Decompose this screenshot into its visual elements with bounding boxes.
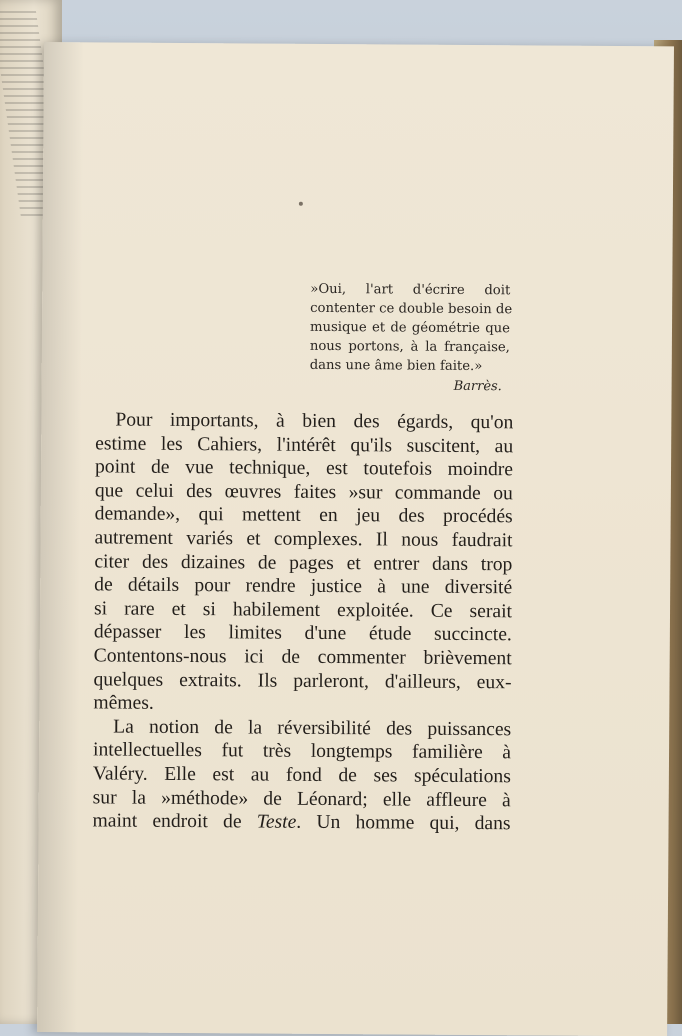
epigraph-author: Barrès.: [453, 378, 502, 395]
paragraph-text: maint endroit de: [92, 810, 242, 833]
epigraph-line: musique et de géométrie que: [309, 319, 511, 337]
paragraph-line: point de vue technique, est toutefois moindre: [94, 456, 514, 481]
epigraph-quote: [310, 280, 511, 376]
epigraph-line: nous portons, à la française,: [309, 338, 510, 356]
paragraph-line: sur la »méthode» de Léonard; elle affleure à: [92, 786, 511, 811]
paragraph-line: que celui des œuvres faites »sur commande ou: [94, 480, 513, 505]
paragraph-line: Valéry. Elle est au fond de ses spéculations: [92, 763, 511, 788]
paragraph-line: [92, 809, 510, 836]
paragraph-line: mêmes.: [93, 692, 154, 714]
paragraph-line: quelques extraits. Ils parleront, d'ailleurs, eux-: [93, 668, 512, 693]
paragraph-line: citer des dizaines de pages et entrer dans trop: [94, 550, 513, 575]
paragraph-line: autrement variés et complexes. Il nous faudrait: [94, 527, 513, 552]
book-page: [37, 42, 674, 1036]
page-speck: [299, 202, 303, 206]
body-text: [92, 408, 513, 836]
work-title-teste: Teste: [256, 811, 297, 833]
paragraph-text: . Un homme qui, dans: [296, 811, 511, 835]
paragraph-line: La notion de la réversibilité des puissances: [113, 716, 512, 740]
paragraph-line: de détails pour rendre justice à une diversité: [94, 574, 513, 599]
paragraph-line: intellectuelles fut très longtemps familière à: [92, 739, 512, 764]
epigraph-line: »Oui, l'art d'écrire doit: [310, 281, 511, 299]
paragraph-line: estime les Cahiers, l'intérêt qu'ils suscitent, au: [95, 432, 514, 457]
paragraph-line: Contentons-nous ici de commenter brièvement: [93, 645, 512, 670]
epigraph-line: contenter ce double besoin de: [310, 300, 513, 318]
epigraph-line: dans une âme bien faite.»: [309, 357, 483, 375]
paragraph-line: si rare et si habilement exploitée. Ce serait: [93, 598, 513, 623]
paragraph-line: Pour importants, à bien des égards, qu'on: [115, 409, 514, 434]
paragraph-line: dépasser les limites d'une étude succincte.: [93, 621, 512, 646]
page-gutter-shadow: [37, 42, 84, 1032]
paragraph-line: demande», qui mettent en jeu des procédés: [94, 503, 513, 528]
